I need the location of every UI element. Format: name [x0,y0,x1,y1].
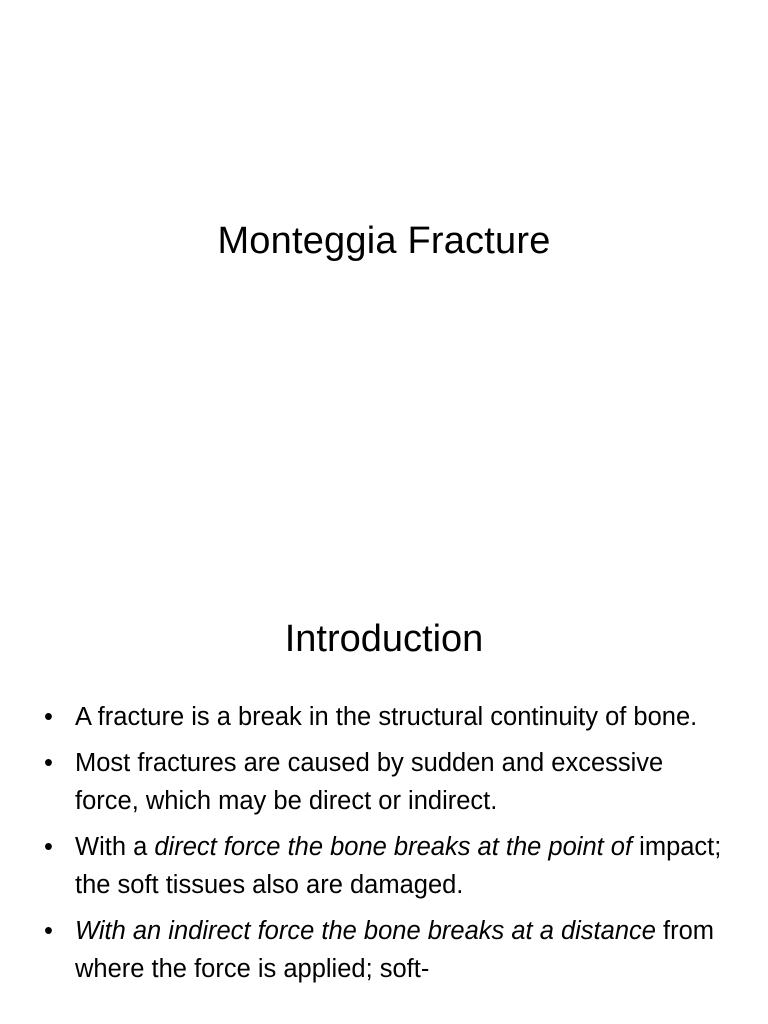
bullet-item-fracture-definition [44,698,734,736]
bullet-text-plain: from where the force is applied; soft- [75,917,715,983]
introduction-slide [0,576,768,1024]
bullet-item-fracture-causes [44,744,734,820]
bullet-icon: • [44,917,53,945]
bullet-text: A fracture is a break in the structural continuity of bone. [75,703,698,731]
bullet-text-italic: With an indirect force the bone breaks at a distance [75,917,656,945]
bullet-item-indirect-force [44,912,734,988]
bullet-icon: • [44,833,53,861]
bullet-icon: • [44,749,53,777]
bullet-icon: • [44,703,53,731]
bullet-text-plain: With a [75,833,155,861]
slide-heading: Introduction [284,618,484,660]
bullet-text-plain: impact; the soft tissues also are damaged. [75,833,722,899]
slide-title: Monteggia Fracture [217,220,551,262]
bullet-text-italic: direct force the bone breaks at the point of [154,833,633,861]
bullet-item-direct-force [44,828,734,904]
bullet-list [44,698,734,996]
bullet-text: Most fractures are caused by sudden and excessive force, which may be direct or indirect. [75,749,664,815]
